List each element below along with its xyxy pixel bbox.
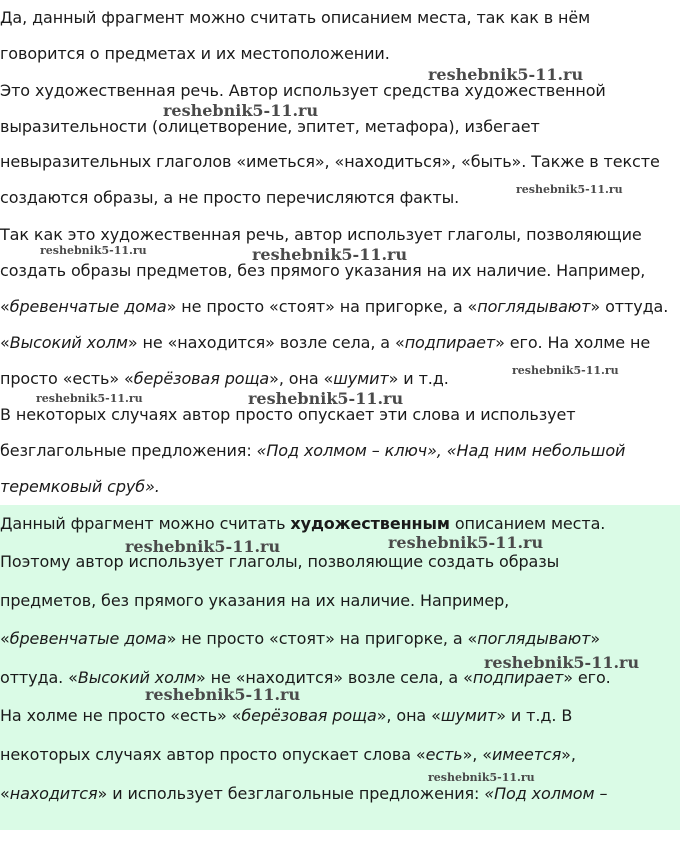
watermark: reshebnik5-11.ru bbox=[388, 533, 544, 552]
text-run: описанием места. bbox=[449, 514, 606, 533]
text-run: » его. bbox=[563, 668, 611, 687]
quoted-italic-text: теремковый сруб». bbox=[0, 477, 160, 496]
text-run: » не просто «стоят» на пригорке, а « bbox=[166, 629, 478, 648]
quoted-italic-text: бревенчатые дома bbox=[9, 297, 167, 316]
watermark: reshebnik5-11.ru bbox=[40, 244, 147, 257]
text-run: предметов, без прямого указания на их наличие. Например, bbox=[0, 591, 510, 610]
watermark: reshebnik5-11.ru bbox=[428, 65, 584, 84]
text-run: В некоторых случаях автор просто опускает эти слова и использует bbox=[0, 405, 576, 424]
bold-text: художественным bbox=[290, 514, 450, 533]
watermark: reshebnik5-11.ru bbox=[125, 537, 281, 556]
watermark: reshebnik5-11.ru bbox=[516, 183, 623, 196]
answer1-line bbox=[0, 188, 459, 208]
quoted-italic-text: берёзовая роща bbox=[133, 369, 270, 388]
text-run: » оттуда. bbox=[590, 297, 669, 316]
answer1-line bbox=[0, 225, 642, 245]
answer2-line bbox=[0, 514, 605, 534]
quoted-italic-text: подпирает bbox=[472, 668, 564, 687]
answer2-line bbox=[0, 591, 509, 611]
text-run: », bbox=[561, 745, 576, 764]
quoted-italic-text: поглядывают bbox=[477, 629, 591, 648]
quoted-italic-text: есть bbox=[425, 745, 463, 764]
text-run: некоторых случаях автор просто опускает слова « bbox=[0, 745, 426, 764]
answer1-line bbox=[0, 441, 625, 461]
text-run: « bbox=[0, 784, 10, 803]
text-run: », она « bbox=[376, 706, 441, 725]
quoted-italic-text: имеется bbox=[491, 745, 562, 764]
answer1-line bbox=[0, 333, 650, 353]
quoted-italic-text: шумит bbox=[440, 706, 497, 725]
answer1-line bbox=[0, 8, 590, 28]
answer1-line bbox=[0, 152, 660, 172]
answer2-line bbox=[0, 706, 572, 726]
text-run: « bbox=[0, 297, 10, 316]
answer1-line bbox=[0, 117, 540, 137]
text-run: просто «есть» « bbox=[0, 369, 134, 388]
quoted-italic-text: поглядывают bbox=[477, 297, 591, 316]
quoted-italic-text: Высокий холм bbox=[77, 668, 196, 687]
quoted-italic-text: берёзовая роща bbox=[241, 706, 377, 725]
text-run: », она « bbox=[269, 369, 334, 388]
text-run: » и т.д. bbox=[388, 369, 449, 388]
quoted-italic-text: шумит bbox=[333, 369, 389, 388]
quoted-italic-text: «Под холмом – ключ», «Над ним небольшой bbox=[256, 441, 626, 460]
answer2-line bbox=[0, 784, 607, 804]
quoted-italic-text: бревенчатые дома bbox=[9, 629, 167, 648]
watermark: reshebnik5-11.ru bbox=[252, 245, 408, 264]
answer1-line bbox=[0, 261, 645, 281]
text-run: создать образы предметов, без прямого указания на их наличие. Например, bbox=[0, 261, 646, 280]
answer2-line bbox=[0, 745, 576, 765]
text-run: » bbox=[590, 629, 601, 648]
answer2-line bbox=[0, 629, 600, 649]
watermark: reshebnik5-11.ru bbox=[512, 364, 619, 377]
text-run: невыразительных глаголов «иметься», «находиться», «быть». Также в тексте bbox=[0, 152, 660, 171]
text-run: говорится о предметах и их местоположении. bbox=[0, 44, 390, 63]
text-run: безглагольные предложения: bbox=[0, 441, 257, 460]
text-run: » и использует безглагольные предложения: bbox=[97, 784, 485, 803]
text-run: Так как это художественная речь, автор использует глаголы, позволяющие bbox=[0, 225, 642, 244]
text-run: Это художественная речь. Автор использует средства художественной bbox=[0, 81, 606, 100]
watermark: reshebnik5-11.ru bbox=[428, 771, 535, 784]
text-run: », « bbox=[462, 745, 492, 764]
answer1-line bbox=[0, 44, 390, 64]
answer1-line bbox=[0, 81, 606, 101]
text-run: На холме не просто «есть» « bbox=[0, 706, 242, 725]
answer1-line bbox=[0, 297, 668, 317]
watermark: reshebnik5-11.ru bbox=[248, 389, 404, 408]
text-run: Поэтому автор использует глаголы, позволяющие создать образы bbox=[0, 552, 560, 571]
quoted-italic-text: Высокий холм bbox=[9, 333, 128, 352]
text-run: оттуда. « bbox=[0, 668, 78, 687]
text-run: « bbox=[0, 333, 10, 352]
text-run: » не просто «стоят» на пригорке, а « bbox=[166, 297, 478, 316]
text-run: » не «находится» возле села, а « bbox=[127, 333, 405, 352]
text-run: » не «находится» возле села, а « bbox=[195, 668, 473, 687]
watermark: reshebnik5-11.ru bbox=[36, 392, 143, 405]
answer1-line bbox=[0, 405, 575, 425]
text-run: » и т.д. В bbox=[496, 706, 573, 725]
quoted-italic-text: находится bbox=[9, 784, 98, 803]
answer1-line bbox=[0, 369, 449, 389]
text-run: « bbox=[0, 629, 10, 648]
quoted-italic-text: «Под холмом – bbox=[484, 784, 608, 803]
watermark: reshebnik5-11.ru bbox=[484, 653, 640, 672]
quoted-italic-text: подпирает bbox=[404, 333, 496, 352]
text-run: » его. На холме не bbox=[495, 333, 651, 352]
answer1-line bbox=[0, 477, 160, 497]
text-run: Да, данный фрагмент можно считать описанием места, так как в нём bbox=[0, 8, 591, 27]
text-run: Данный фрагмент можно считать bbox=[0, 514, 291, 533]
watermark: reshebnik5-11.ru bbox=[163, 101, 319, 120]
text-run: создаются образы, а не просто перечисляются факты. bbox=[0, 188, 460, 207]
watermark: reshebnik5-11.ru bbox=[145, 685, 301, 704]
text-run: выразительности (олицетворение, эпитет, метафора), избегает bbox=[0, 117, 540, 136]
